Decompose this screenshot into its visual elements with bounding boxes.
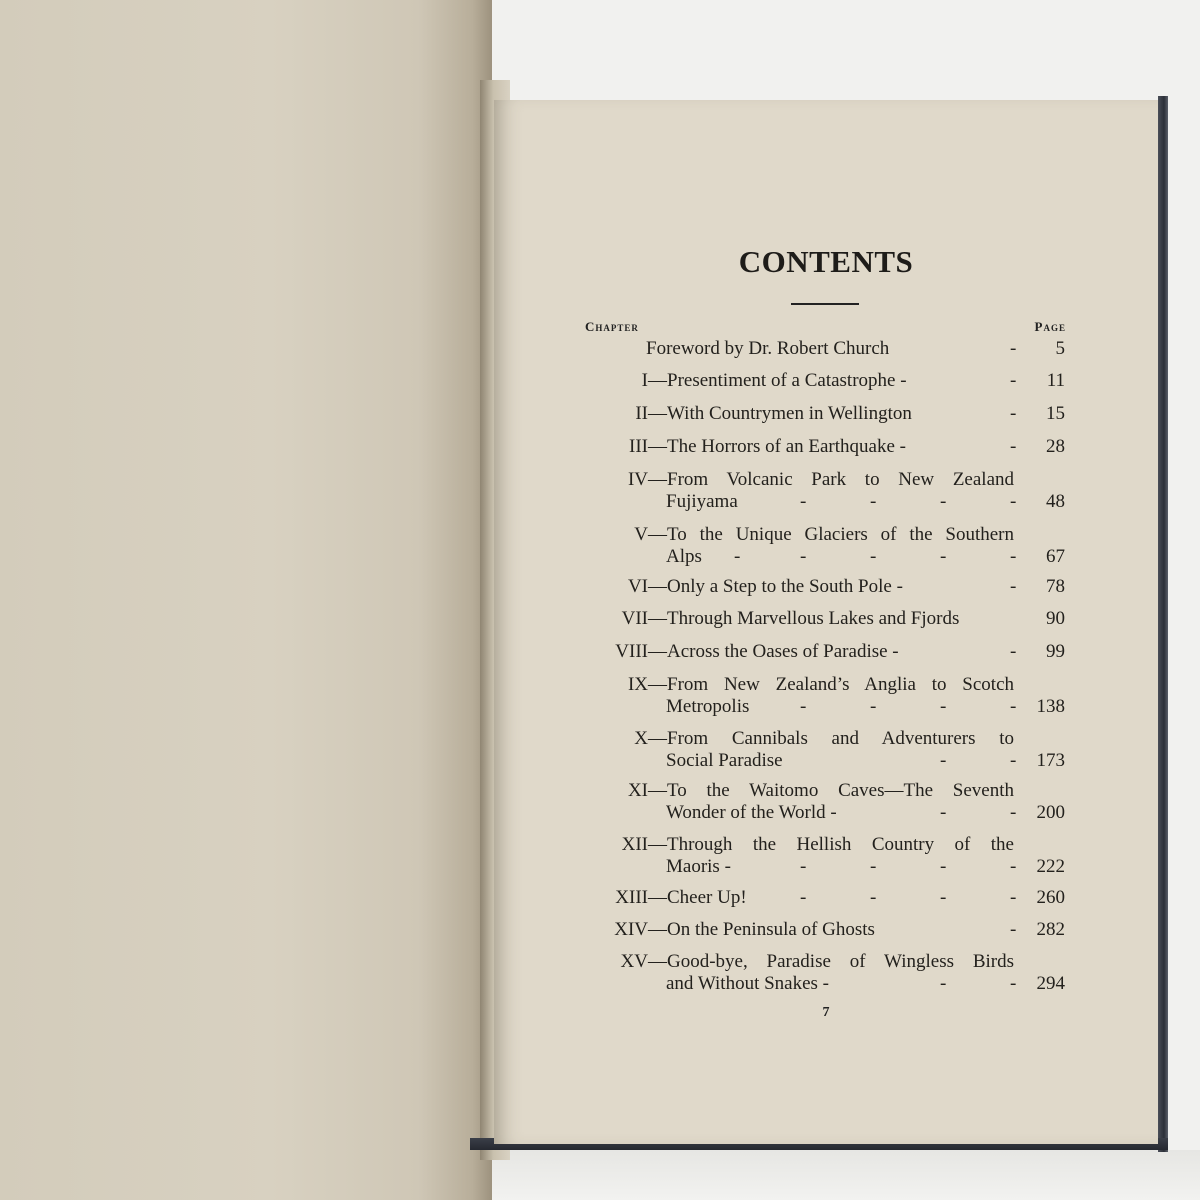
chapter-title: —Only a Step to the South Pole - <box>648 576 903 597</box>
chapter-title-continued: Fujiyama <box>666 491 738 512</box>
chapter-title-continued: Social Paradise <box>666 750 783 771</box>
chapter-title: —From Cannibals and Adventurers to <box>648 728 1014 749</box>
leader-dash: - <box>1010 802 1017 823</box>
left-page <box>0 0 492 1200</box>
leader-dash: - <box>800 696 807 717</box>
chapter-title: —Across the Oases of Paradise - <box>648 641 899 662</box>
chapter-number: XII <box>621 834 648 855</box>
chapter-title: —From Volcanic Park to New Zealand <box>648 469 1014 490</box>
chapter-column-header: Chapter <box>585 319 639 334</box>
leader-dash: - <box>1010 887 1017 908</box>
leader-dash: - <box>870 546 877 567</box>
leader-dash: - <box>1010 436 1017 457</box>
page-ref: 15 <box>1046 403 1065 424</box>
page-ref: 294 <box>1036 973 1065 994</box>
leader-dash: - <box>1010 641 1017 662</box>
contents-page <box>494 100 1158 1144</box>
chapter-number: VI <box>627 576 648 597</box>
chapter-number: XIV <box>614 919 648 940</box>
chapter-number: XI <box>627 780 648 801</box>
chapter-title-continued: and Without Snakes - <box>666 973 830 994</box>
chapter-number: I <box>641 370 648 391</box>
chapter-title: —To the Waitomo Caves—The Seventh <box>648 780 1014 801</box>
chapter-number: IX <box>627 674 648 695</box>
leader-dash: - <box>800 887 807 908</box>
leader-dash: - <box>1010 696 1017 717</box>
chapter-title: —Through Marvellous Lakes and Fjords <box>648 608 960 629</box>
page-ref: 48 <box>1046 491 1065 512</box>
page-ref: 260 <box>1036 887 1065 908</box>
leader-dash: - <box>734 546 741 567</box>
leader-dash: - <box>1010 919 1017 940</box>
leader-dash: - <box>870 696 877 717</box>
chapter-title: Foreword by Dr. Robert Church <box>646 338 890 359</box>
chapter-title: —Through the Hellish Country of the <box>648 834 1014 855</box>
chapter-number: VIII <box>615 641 648 662</box>
chapter-number: III <box>629 436 648 457</box>
leader-dash: - <box>870 856 877 877</box>
chapter-number: XV <box>620 951 648 972</box>
leader-dash: - <box>1010 370 1017 391</box>
chapter-title-continued: Maoris - <box>666 856 731 877</box>
chapter-title: —To the Unique Glaciers of the Southern <box>648 524 1014 545</box>
page-ref: 5 <box>1055 338 1065 359</box>
chapter-title: —With Countrymen in Wellington <box>648 403 912 424</box>
page-ref: 138 <box>1036 696 1065 717</box>
leader-dash: - <box>940 750 947 771</box>
leader-dash: - <box>940 856 947 877</box>
leader-dash: - <box>800 546 807 567</box>
chapter-title: —On the Peninsula of Ghosts <box>648 919 875 940</box>
page-ref: 11 <box>1046 370 1065 391</box>
leader-dash: - <box>1010 338 1017 359</box>
page-ref: 173 <box>1036 750 1065 771</box>
chapter-title-continued: Metropolis <box>666 696 750 717</box>
leader-dash: - <box>940 887 947 908</box>
page-ref: 222 <box>1036 856 1065 877</box>
chapter-title: —From New Zealand’s Anglia to Scotch <box>648 674 1014 695</box>
page-number: 7 <box>822 1005 830 1020</box>
leader-dash: - <box>1010 750 1017 771</box>
page-ref: 67 <box>1046 546 1065 567</box>
chapter-number: XIII <box>615 887 648 908</box>
chapter-number: VII <box>621 608 648 629</box>
page-title: CONTENTS <box>738 244 914 279</box>
page-ref: 282 <box>1036 919 1065 940</box>
chapter-title: —Presentiment of a Catastrophe - <box>648 370 907 391</box>
book-cover-edge <box>1158 96 1168 1152</box>
leader-dash: - <box>870 887 877 908</box>
leader-dash: - <box>1010 576 1017 597</box>
leader-dash: - <box>1010 491 1017 512</box>
page-ref: 99 <box>1046 641 1065 662</box>
page-ref: 28 <box>1046 436 1065 457</box>
leader-dash: - <box>1010 856 1017 877</box>
chapter-title-continued: Alps <box>666 546 702 567</box>
page-ref: 200 <box>1036 802 1065 823</box>
leader-dash: - <box>800 491 807 512</box>
leader-dash: - <box>940 546 947 567</box>
leader-dash: - <box>800 856 807 877</box>
page-column-header: Page <box>1034 319 1066 334</box>
leader-dash: - <box>870 491 877 512</box>
title-rule <box>791 303 859 305</box>
leader-dash: - <box>1010 546 1017 567</box>
chapter-number: X <box>634 728 648 749</box>
page-ref: 78 <box>1046 576 1065 597</box>
chapter-number: V <box>634 524 648 545</box>
chapter-title: —Cheer Up! <box>648 887 747 908</box>
chapter-title: —The Horrors of an Earthquake - <box>648 436 906 457</box>
leader-dash: - <box>940 802 947 823</box>
leader-dash: - <box>1010 403 1017 424</box>
leader-dash: - <box>940 491 947 512</box>
leader-dash: - <box>1010 973 1017 994</box>
chapter-number: II <box>635 403 648 424</box>
leader-dash: - <box>940 973 947 994</box>
chapter-title: —Good-bye, Paradise of Wingless Birds <box>648 951 1014 972</box>
chapter-number: IV <box>627 469 648 490</box>
chapter-title-continued: Wonder of the World - <box>666 802 837 823</box>
leader-dash: - <box>940 696 947 717</box>
page-ref: 90 <box>1046 608 1065 629</box>
